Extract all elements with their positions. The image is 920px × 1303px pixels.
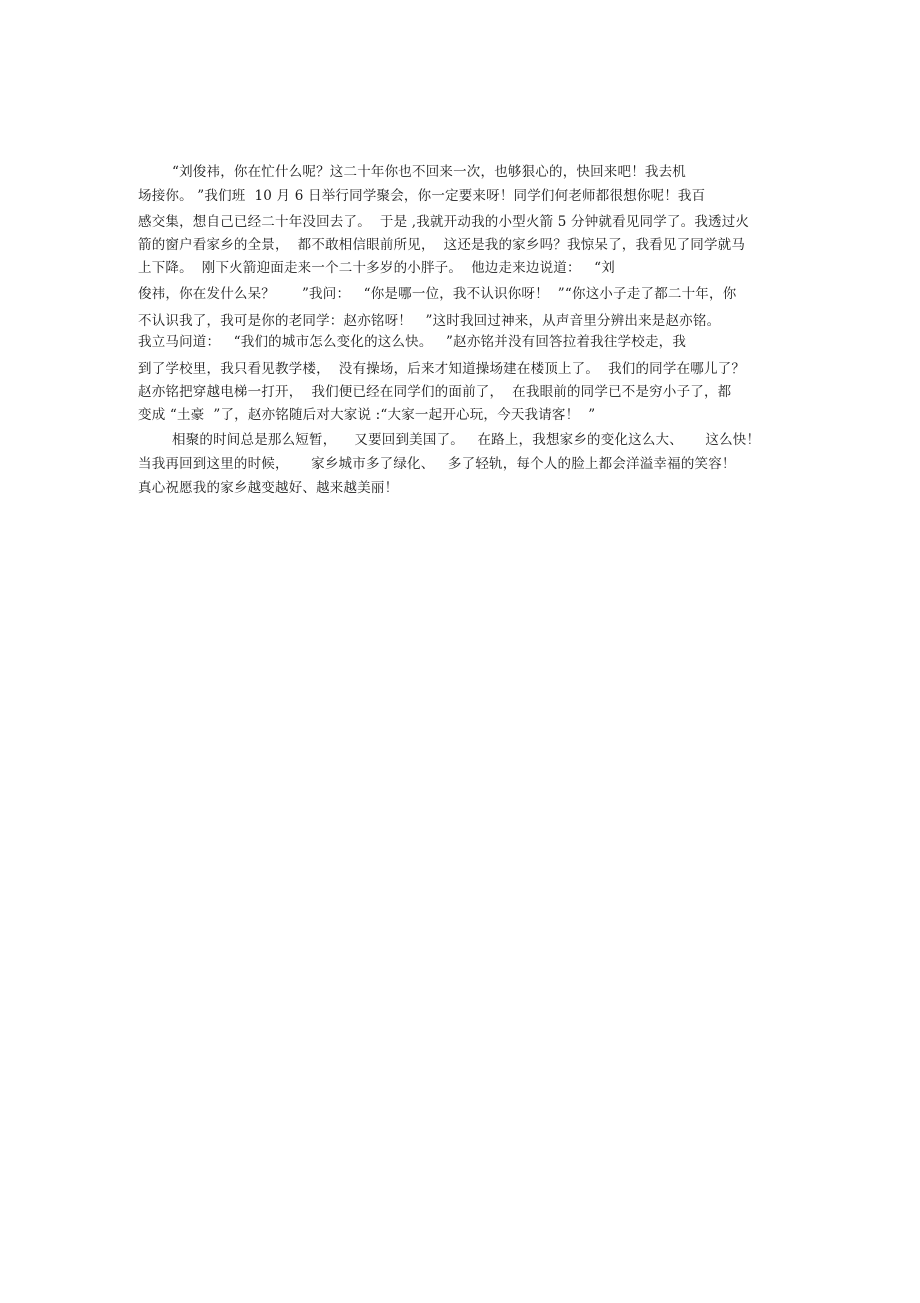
paragraph-1-line-1: “刘俊祎，你在忙什么呢？这二十年你也不回来一次，也够狠心的，快回来吧！我去机	[172, 164, 687, 180]
paragraph-1-line-5: 上下降。 刚下火箭迎面走来一个二十多岁的小胖子。 他边走来边说道： “刘	[138, 260, 615, 276]
paragraph-1-line-2: 场接你。 ”我们班 10 月 6 日举行同学聚会，你一定要来呀！同学们何老师都很想你呢！我百	[138, 188, 706, 204]
paragraph-1-line-8: 我立马问道： “我们的城市怎么变化的这么快。 ”赵亦铭并没有回答拉着我往学校走，我	[138, 334, 687, 350]
paragraph-2-line-2: 当我再回到这里的时候， 家乡城市多了绿化、 多了轻轨，每个人的脸上都会洋溢幸福的笑容！	[138, 456, 736, 472]
paragraph-1-line-6: 俊祎，你在发什么呆？ ”我问： “你是哪一位，我不认识你呀！ ”“你这小子走了都二十年，你	[138, 286, 737, 302]
paragraph-2-line-1: 相聚的时间总是那么短暂， 又要回到美国了。 在路上，我想家乡的变化这么大、 这么快！	[172, 432, 761, 448]
paragraph-1-line-7: 不认识我了，我可是你的老同学：赵亦铭呀！ ”这时我回过神来，从声音里分辨出来是赵亦铭。	[138, 313, 721, 329]
paragraph-1-line-9: 到了学校里，我只看见教学楼， 没有操场，后来才知道操场建在楼顶上了。 我们的同学在哪儿了？	[138, 361, 746, 377]
paragraph-1-line-3: 感交集，想自己已经二十年没回去了。 于是 ,我就开动我的小型火箭 5 分钟就看见同学了。我透过火	[138, 214, 750, 230]
paragraph-1-line-11: 变成 “土豪 ”了，赵亦铭随后对大家说 :“大家一起开心玩，今天我请客！ ”	[138, 407, 596, 423]
paragraph-2-line-3: 真心祝愿我的家乡越变越好、越来越美丽！	[138, 480, 399, 496]
paragraph-1-line-10: 赵亦铭把穿越电梯一打开， 我们便已经在同学们的面前了， 在我眼前的同学已不是穷小子了，都	[138, 384, 732, 400]
paragraph-1-line-4: 箭的窗户看家乡的全景， 都不敢相信眼前所见， 这还是我的家乡吗？我惊呆了，我看见了同学就马	[138, 237, 746, 253]
